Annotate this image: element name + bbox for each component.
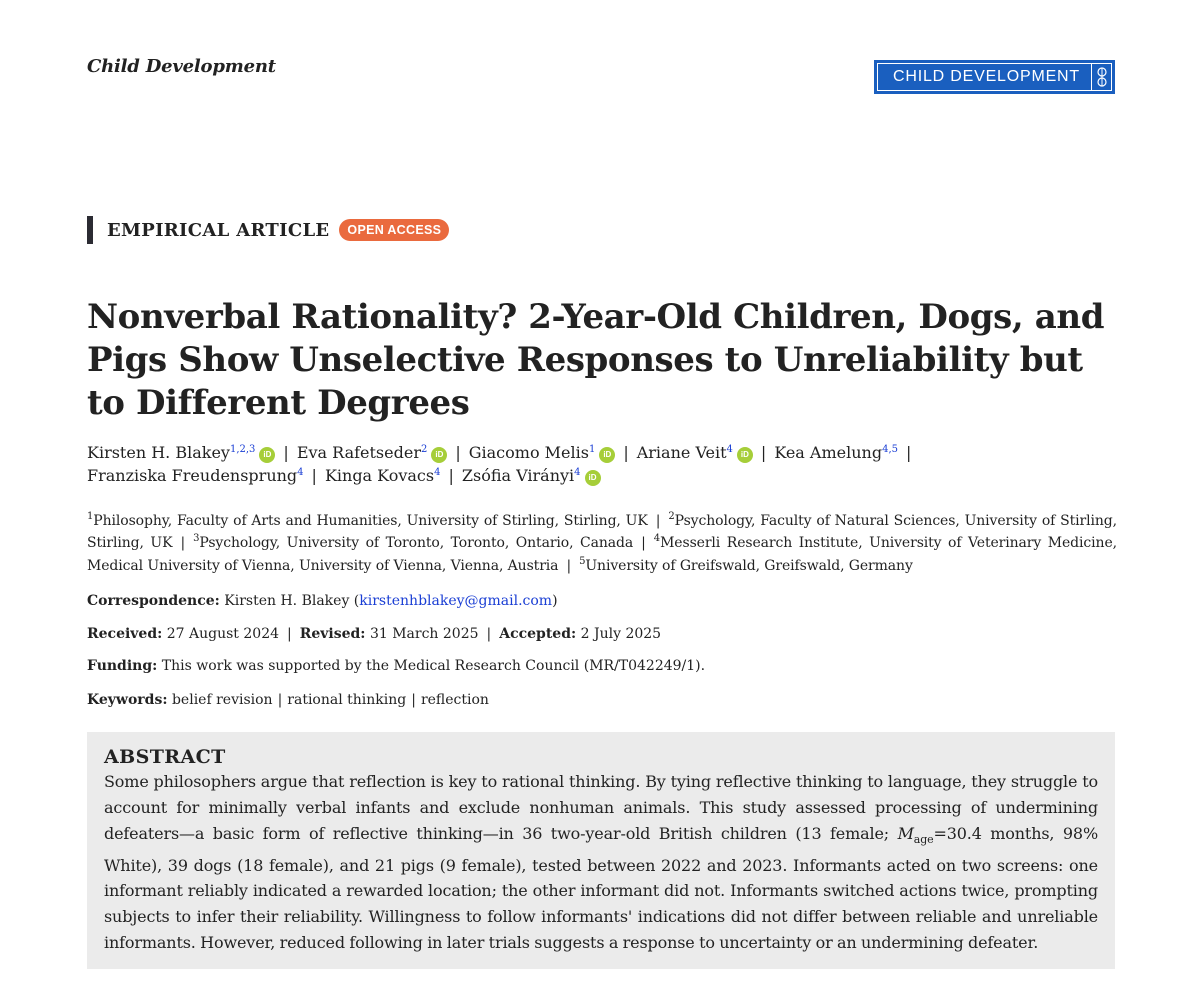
- author-separator: |: [906, 443, 912, 462]
- author[interactable]: Eva Rafetseder$^2$ iD: [297, 443, 448, 462]
- journal-name: Child Development: [87, 56, 276, 77]
- article-title: Nonverbal Rationality? 2-Year-Old Children, Dogs, and Pigs Show Unselective Responses to Unreliability but to Different Degrees: [87, 297, 1105, 423]
- author-list: [87, 441, 1127, 487]
- journal-logo[interactable]: [874, 60, 1115, 94]
- author-separator: |: [760, 443, 767, 462]
- email-link[interactable]: kirstenhblakey@gmail.com: [359, 593, 553, 609]
- article-type-marker: [87, 216, 93, 244]
- abstract-heading: ABSTRACT: [104, 746, 226, 768]
- journal-logo-text: CHILD DEVELOPMENT: [893, 68, 1080, 85]
- author[interactable]: Franziska Freudensprung$^4$: [87, 466, 304, 485]
- author[interactable]: Kinga Kovacs$^4$: [324, 466, 441, 485]
- article-type-label: EMPIRICAL ARTICLE: [107, 219, 330, 241]
- orcid-icon[interactable]: iD: [737, 447, 753, 463]
- author-separator: |: [455, 443, 461, 462]
- keywords: Keywords: belief revision | rational thinking | reflection: [87, 692, 489, 708]
- author[interactable]: Kirsten H. Blakey$^{1,2,3}$ iD: [87, 443, 275, 462]
- author[interactable]: Zsófia Virányi$^4$ iD: [462, 466, 601, 485]
- orcid-icon[interactable]: iD: [431, 447, 447, 463]
- open-access-badge: OPEN ACCESS: [339, 219, 449, 241]
- orcid-icon[interactable]: iD: [259, 447, 275, 463]
- keyword[interactable]: belief revision: [171, 692, 273, 708]
- orcid-icon[interactable]: iD: [585, 470, 601, 486]
- abstract-box: [87, 732, 1115, 969]
- author-separator: |: [283, 443, 289, 462]
- author[interactable]: Giacomo Melis$^1$ iD: [469, 443, 616, 462]
- author-separator: |: [311, 466, 317, 485]
- author-separator: |: [448, 466, 454, 485]
- keyword[interactable]: rational thinking: [287, 692, 407, 708]
- author[interactable]: Ariane Veit$^4$ iD: [637, 443, 753, 462]
- author[interactable]: Kea Amelung$^{4,5}$: [774, 443, 898, 462]
- orcid-icon[interactable]: iD: [599, 447, 615, 463]
- srcd-seal-icon: [1091, 64, 1111, 90]
- keyword[interactable]: reflection: [420, 692, 489, 708]
- correspondence: Correspondence: Kirsten H. Blakey (kirstenhblakey@gmail.com): [87, 593, 558, 609]
- article-type-row: [87, 216, 449, 244]
- abstract-text: Some philosophers argue that reflection is key to rational thinking. By tying reflective thinking to language, they struggle to account for minimally verbal infants and exclude nonhuman animals. This study assessed processing of undermining defeaters—a basic form of reflective thinking—in 36 two-year-old British children (13 female; $M_{age}=30.4$ months, 98% White), 39 dogs (18 female), and 21 pigs (9 female), tested between 2022 and 2023. Informants acted on two screens: one informant reliably indicated a rewarded location; the other informant did not. Informants switched actions twice, prompting subjects to infer their reliability. Willingness to follow informants' indications did not differ between reliable and unreliable informants. However, reduced following in later trials suggests a response to uncertainty or an undermining defeater.: [104, 772, 1099, 952]
- affiliations: $^1$Philosophy, Faculty of Arts and Humanities, University of Stirling, Stirling, UK | $^2$Psychology, Faculty of Natural Sciences, University of Stirling, Stirling, UK | $^3$Psychology, University of Toronto, Toronto, Ontario, Canada | $^4$Messerli Research Institute, University of Veterinary Medicine, Medical University of Vienna, University of Vienna, Vienna, Austria | $^5$University of Greifswald, Greifswald, Germany: [87, 511, 1117, 574]
- article-dates: Received: 27 August 2024 | Revised: 31 March 2025 | Accepted: 2 July 2025: [87, 626, 662, 642]
- author-separator: |: [623, 443, 629, 462]
- funding: Funding: This work was supported by the Medical Research Council (MR/T042249/1).: [87, 658, 706, 674]
